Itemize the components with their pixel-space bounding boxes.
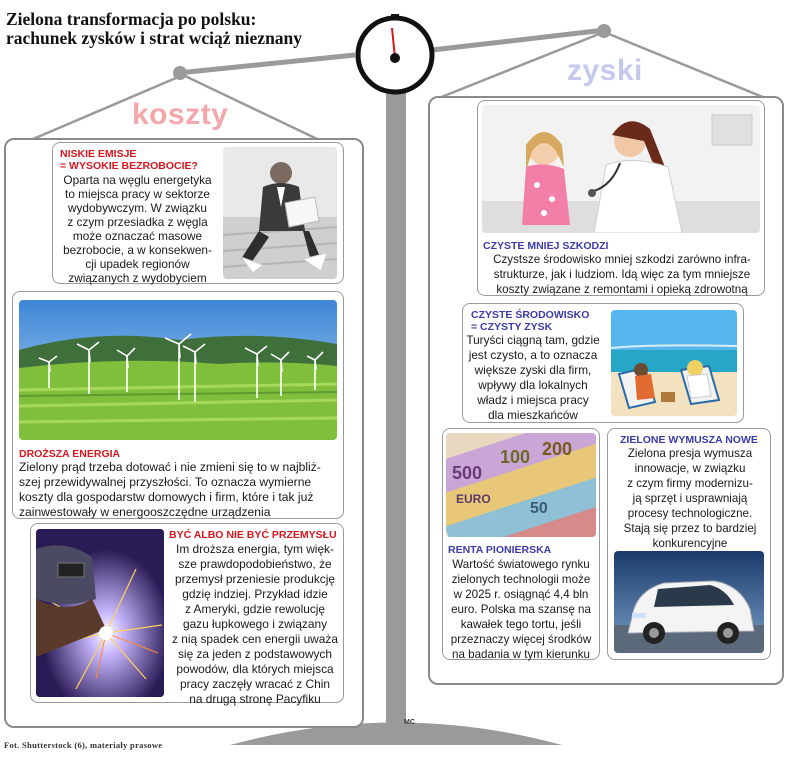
text-line: konkurencyjne	[652, 537, 728, 550]
text-line: z czym przesiadka z węgla	[67, 215, 208, 229]
text-line: wpływy dla lokalnych	[478, 378, 588, 392]
left-pivot	[173, 66, 187, 80]
text-line: z czym firmy modernizu-	[627, 477, 753, 490]
beach-photo	[611, 310, 737, 416]
costs-card-industry	[30, 523, 344, 706]
banknote-euro-label: EURO	[456, 492, 491, 506]
text-line: zainwestowały w energooszczędne urządzenia	[19, 505, 271, 519]
text-line: powodów, dla których miejsca	[176, 662, 334, 676]
text-line: kawałek tego tortu, jeśli	[460, 618, 582, 631]
gains-card-innovation-text	[610, 446, 770, 551]
page-title	[6, 10, 302, 48]
banknote-100: 100	[500, 447, 531, 467]
gains-card-pioneer	[442, 428, 600, 660]
page-title-line2: rachunek zysków i strat wciąż nieznany	[6, 28, 303, 48]
text-line: koszty związane z remontami i opieką zdrowotną	[496, 283, 748, 296]
text-line: Turyści ciągną tam, gdzie	[466, 333, 600, 347]
text-line: w 2025 r. osiągnąć 4,4 bln	[453, 588, 589, 601]
scale-pillar	[386, 75, 406, 725]
text-line: Zielony prąd trzeba dotować i nie zmieni się to w najbliż-	[19, 460, 321, 474]
gains-card-tourism-title-line1: CZYSTE ŚRODOWISKO	[471, 309, 590, 321]
text-line: gdzię indziej. Przykład idzie	[182, 587, 328, 601]
text-line: zielonych technologii może	[451, 573, 591, 586]
gains-card-health-title: CZYSTE MNIEJ SZKODZI	[483, 240, 609, 252]
banknote-200: 200	[542, 439, 573, 459]
gains-card-tourism-text	[463, 333, 603, 423]
photo-credit: Fot. Shutterstock (6), materiały prasowe	[4, 740, 163, 750]
text-line: z nią spadek cen energii uważa	[172, 632, 338, 646]
text-line: gazu łupkowego i związany	[182, 617, 328, 631]
costs-card-industry-text	[167, 542, 343, 707]
businessman-photo	[223, 147, 337, 279]
text-line: ją sprzęt i usprawniają	[632, 492, 748, 505]
costs-card-energy-text	[19, 460, 343, 520]
clock-center	[390, 53, 400, 63]
costs-card-industry-title: BYĆ ALBO NIE BYĆ PRZEMYSŁU	[169, 529, 337, 541]
costs-card-unemployment	[52, 142, 344, 284]
gains-card-innovation-title: ZIELONE WYMUSZA NOWE	[620, 434, 758, 446]
text-line: Oparta na węglu energetyka	[63, 173, 212, 187]
doctor-child-photo	[482, 105, 760, 233]
author-initials: MC	[404, 719, 415, 726]
text-line: euro. Polska ma szansę na	[451, 603, 591, 616]
costs-label: koszty	[132, 98, 229, 131]
text-line: z Ameryki, gdzie rewolucję	[184, 602, 326, 616]
text-line: bezrobocie, a w konsekwen-	[63, 243, 212, 257]
text-line: innowacje, w związku	[634, 462, 746, 475]
gains-label: zyski	[567, 54, 643, 87]
welder-photo	[36, 529, 164, 697]
gains-card-health-text	[480, 252, 764, 297]
costs-card-energy	[12, 291, 344, 519]
costs-card-energy-title: DROŻSZA ENERGIA	[19, 448, 121, 460]
text-line: większe zyski dla firm,	[474, 363, 592, 377]
gains-card-innovation	[607, 428, 771, 660]
text-line: Czystsze środowisko mniej szkodzi zarówno infra-	[493, 253, 751, 266]
text-line: przemysł przeniesie produkcję	[175, 572, 335, 586]
text-line: się za jeden z podstawowych	[177, 647, 332, 661]
text-line: na drugą stronę Pacyfiku	[189, 692, 321, 706]
text-line: szej przewidywalnej przyszłości. To oznacza wymierne	[19, 475, 312, 489]
gains-card-tourism-title	[471, 309, 589, 333]
text-line: jest czysto, a to oznacza	[468, 348, 598, 362]
text-line: sze prawdopodobieństwo, że	[178, 557, 332, 571]
page-title-line1: Zielona transformacja po polsku:	[6, 9, 257, 29]
gains-card-pioneer-title: RENTA PIONIERSKA	[448, 544, 552, 556]
banknote-500: 500	[452, 463, 483, 483]
text-line: przeznaczy więcej środków	[450, 633, 592, 646]
text-line: Stają się przez to bardziej	[623, 522, 757, 535]
gains-card-health	[477, 100, 765, 296]
costs-card-unemployment-title-line2: = WYSOKIE BEZROBOCIE?	[60, 160, 198, 172]
costs-card-unemployment-title	[60, 148, 198, 172]
text-line: związanych z wydobyciem	[68, 271, 207, 285]
wind-farm-photo	[19, 300, 337, 440]
text-line: koszty dla gospodarstw domowych i firm, które i tak już	[19, 490, 314, 504]
gains-card-pioneer-text	[443, 557, 599, 662]
gains-card-tourism-title-line2: = CZYSTY ZYSK	[471, 321, 553, 333]
text-line: Im droższa energia, tym więk-	[176, 542, 334, 556]
text-line: procesy technologiczne.	[627, 507, 753, 520]
text-line: Zielona presja wymusza	[627, 447, 753, 460]
text-line: Wartość światowego rynku	[452, 558, 590, 571]
banknotes-photo	[446, 433, 596, 537]
text-line: władz i miejsca pracy	[477, 393, 589, 407]
text-line: to miejsca pracy w sektorze	[65, 187, 210, 201]
gains-card-tourism	[462, 303, 744, 423]
text-line: na badania w tym kierunku	[452, 648, 590, 661]
costs-card-unemployment-title-line1: NISKIE EMISJE	[60, 148, 137, 160]
text-line: pracy zaczęły wracać z Chin	[179, 677, 330, 691]
right-pivot	[597, 24, 611, 38]
text-line: strukturze, jak i ludziom. Idą więc za tym mniejsze	[493, 268, 751, 281]
text-line: dla mieszkańców	[488, 408, 578, 422]
text-line: może oznaczać masowe	[72, 229, 203, 243]
text-line: wydobywczym. W związku	[68, 201, 207, 215]
costs-card-unemployment-text	[56, 173, 219, 285]
banknote-50: 50	[530, 500, 548, 517]
car-photo	[614, 551, 764, 653]
text-line: cji upadek regionów	[85, 257, 190, 271]
